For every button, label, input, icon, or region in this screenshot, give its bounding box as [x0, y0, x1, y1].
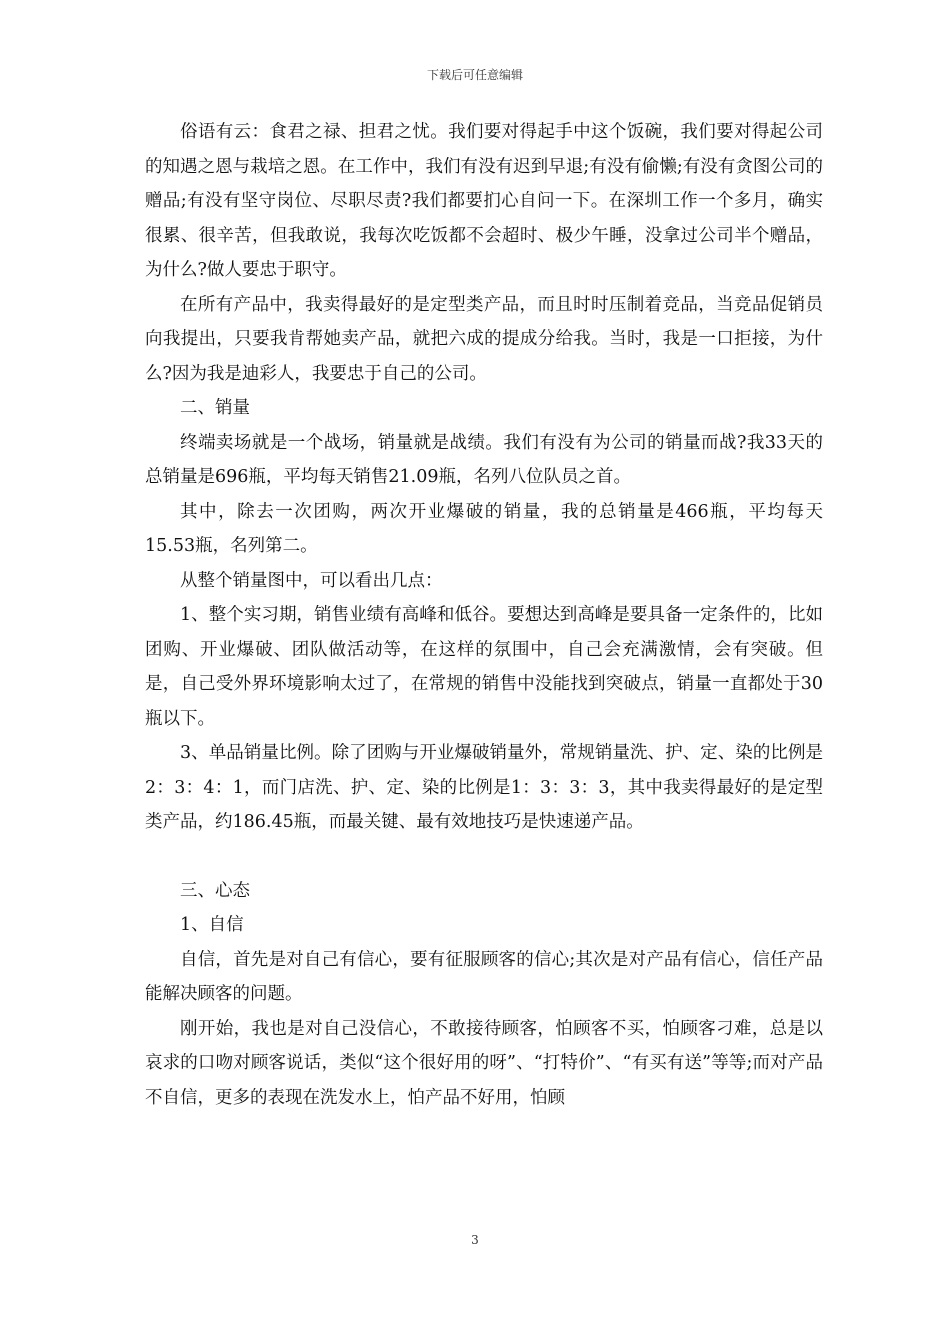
paragraph-loyalty-example: 在所有产品中，我卖得最好的是定型类产品，而且时时压制着竞品，当竞品促销员向我提出，只要我肯帮她卖产品，就把六成的提成分给我。当时，我是一口拒接，为什么?因为我是迪彩人，我要忠于自己的公司。	[145, 294, 823, 384]
page-header: 下载后可任意编辑	[426, 68, 523, 82]
section-heading-mindset: 三、心态	[180, 880, 250, 901]
paragraph-sales-excluding: 其中，除去一次团购，两次开业爆破的销量，我的总销量是466瓶，平均每天15.53瓶，名列第二。	[145, 501, 823, 556]
document-body	[145, 115, 823, 1115]
paragraph-confidence-definition: 自信，首先是对自己有信心，要有征服顾客的信心;其次是对产品有信心，信任产品能解决顾客的问题。	[145, 949, 823, 1004]
paragraph-sales-total: 终端卖场就是一个战场，销量就是战绩。我们有没有为公司的销量而战?我33天的总销量是696瓶，平均每天销售21.09瓶，名列八位队员之首。	[145, 432, 823, 487]
page-number: 3	[471, 1233, 479, 1247]
section-heading-sales: 二、销量	[180, 398, 250, 418]
paragraph-loyalty-proverb: 俗语有云：食君之禄、担君之忧。我们要对得起手中这个饭碗，我们要对得起公司的知遇之恩与栽培之恩。在工作中，我们有没有迟到早退;有没有偷懒;有没有贪图公司的赠品;有没有坚守岗位、尽职尽责?我们都要扪心自问一下。在深圳工作一个多月，确实很累、很辛苦，但我敢说，我每次吃饭都不会超时、极少午睡，没拿过公司半个赠品，为什么?做人要忠于职守。	[145, 122, 823, 280]
paragraph-sales-chart-intro: 从整个销量图中，可以看出几点：	[180, 570, 443, 591]
subheading-confidence: 1、自信	[180, 915, 244, 935]
paragraph-sales-point-1: 1、整个实习期，销售业绩有高峰和低谷。要想达到高峰是要具备一定条件的，比如团购、开业爆破、团队做活动等，在这样的氛围中，自己会充满激情，会有突破。但是，自己受外界环境影响太过了，在常规的销售中没能找到突破点，销量一直都处于30瓶以下。	[145, 605, 823, 729]
paragraph-confidence-beginning: 刚开始，我也是对自己没信心，不敢接待顾客，怕顾客不买，怕顾客刁难，总是以哀求的口吻对顾客说话，类似“这个很好用的呀”、“打特价”、“有买有送”等等;而对产品不自信，更多的表现在洗发水上，怕产品不好用，怕顾	[145, 1018, 823, 1108]
paragraph-sales-point-3: 3、单品销量比例。除了团购与开业爆破销量外，常规销量洗、护、定、染的比例是2：3：4：1，而门店洗、护、定、染的比例是1：3：3：3，其中我卖得最好的是定型类产品，约186.45瓶，而最关键、最有效地技巧是快速递产品。	[145, 743, 823, 832]
